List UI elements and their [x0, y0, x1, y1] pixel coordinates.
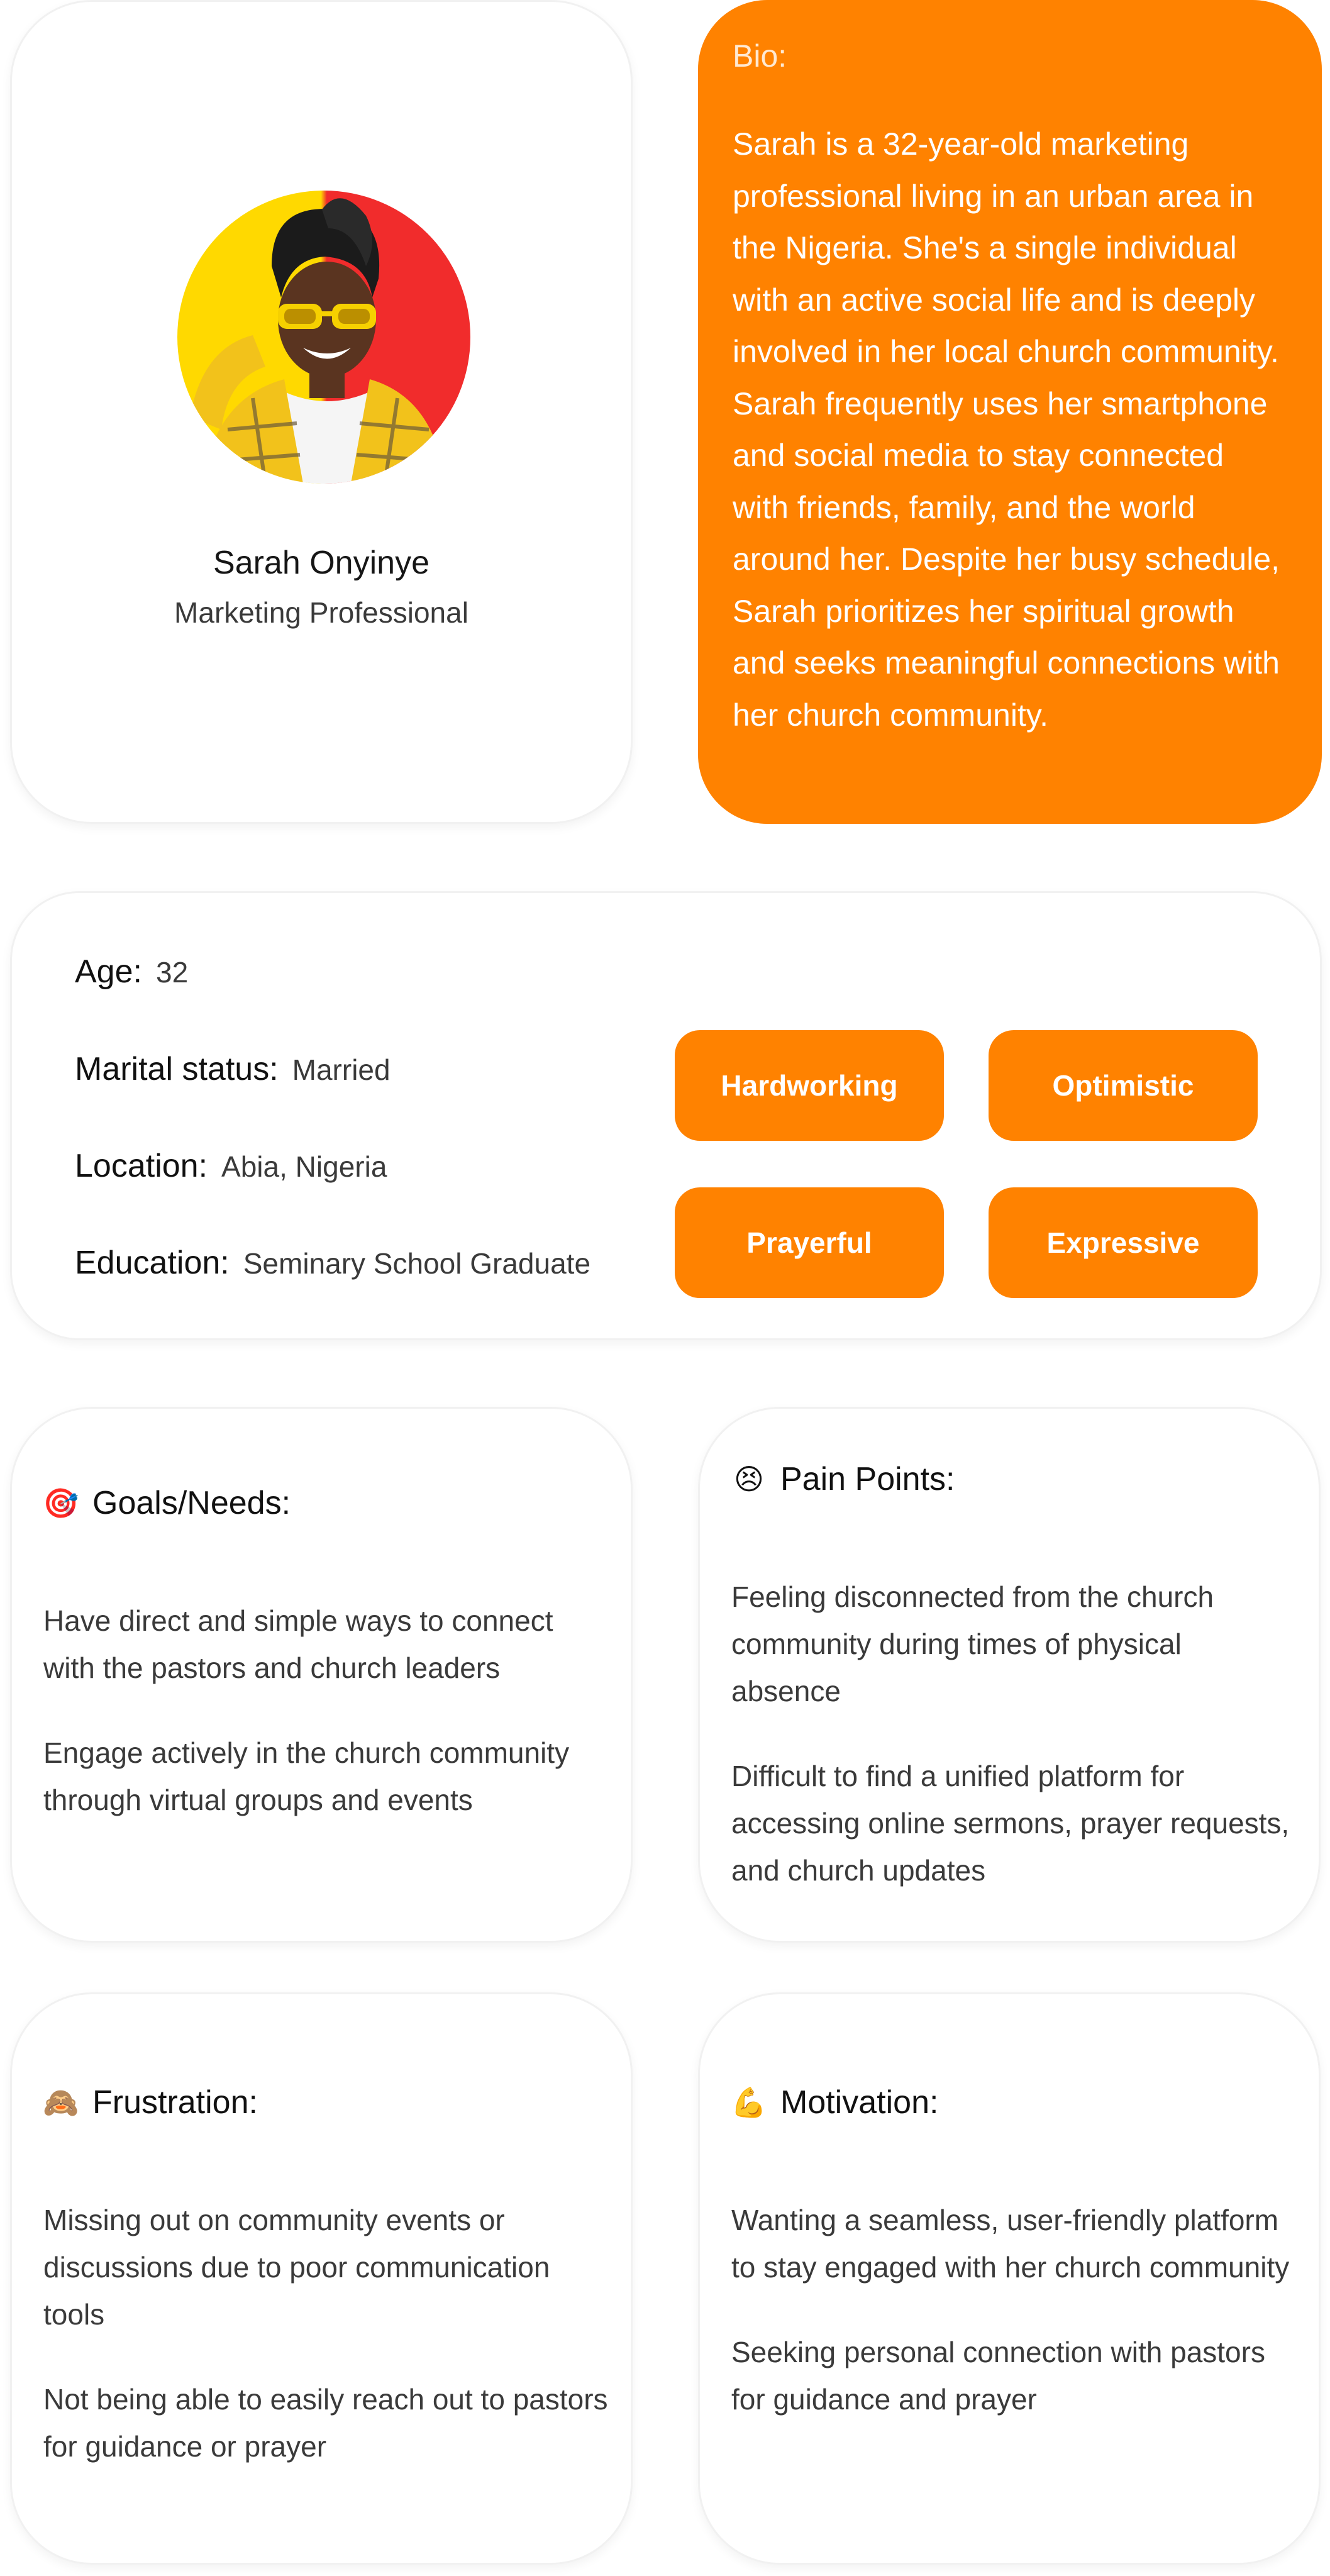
bio-text: Sarah is a 32-year-old marketing professional living in an urban area in the Nigeria. She's a single individual with an active social life and is deeply involved in her local church community. Sarah frequently uses her smartphone and social media to stay connected with friends, family, and the world around her. Despite her busy schedule, Sarah prioritizes her spiritual growth and seeks meaningful connections with her church community. [733, 126, 1280, 733]
target-icon: 🎯 [43, 1486, 79, 1519]
age-label: Age: [75, 953, 142, 990]
motivation-title [731, 2084, 938, 2121]
see-no-evil-monkey-icon: 🙈 [43, 2085, 79, 2119]
info-row-age [75, 953, 188, 991]
info-card [10, 891, 1322, 1340]
pain-points-title [731, 1460, 955, 1498]
frustration-title-text: Frustration: [92, 2084, 258, 2121]
goals-item: Have direct and simple ways to connect with the pastors and church leaders [43, 1604, 553, 1684]
bio-card [698, 0, 1322, 824]
info-row-education [75, 1244, 590, 1282]
avatar [177, 191, 470, 484]
persevering-face-icon: 😣 [734, 1463, 764, 1496]
pain-points-item: Feeling disconnected from the church community during times of physical absence [731, 1580, 1214, 1707]
location-label: Location: [75, 1148, 208, 1184]
goals-item: Engage actively in the church community through virtual groups and events [43, 1736, 570, 1816]
trait-badge-hardworking: Hardworking [675, 1030, 944, 1141]
motivation-title-text: Motivation: [780, 2084, 939, 2121]
motivation-item: Seeking personal connection with pastors for guidance and prayer [731, 2336, 1265, 2416]
frustration-list [43, 2197, 609, 2470]
profile-role: Marketing Professional [174, 596, 468, 629]
avatar-illustration [177, 191, 470, 484]
location-value: Abia, Nigeria [221, 1150, 387, 1183]
pain-points-list [731, 1574, 1297, 1894]
trait-badge-prayerful: Prayerful [675, 1187, 944, 1298]
motivation-item: Wanting a seamless, user-friendly platform to stay engaged with her church community [731, 2204, 1290, 2284]
pain-points-item: Difficult to find a unified platform for accessing online sermons, prayer requests, and church updates [731, 1760, 1290, 1887]
info-row-location [75, 1147, 387, 1185]
education-value: Seminary School Graduate [243, 1247, 591, 1280]
goals-title-text: Goals/Needs: [92, 1485, 291, 1521]
goals-list [43, 1597, 609, 1824]
goals-title [43, 1484, 291, 1522]
marital-value: Married [292, 1053, 391, 1086]
frustration-item: Not being able to easily reach out to pastors for guidance or prayer [43, 2383, 608, 2463]
frustration-title [43, 2084, 258, 2121]
profile-card [10, 0, 633, 824]
trait-badge-optimistic: Optimistic [989, 1030, 1258, 1141]
profile-name: Sarah Onyinye [213, 545, 429, 581]
pain-points-title-text: Pain Points: [780, 1461, 955, 1497]
education-label: Education: [75, 1245, 230, 1281]
frustration-card [10, 1992, 633, 2565]
trait-badge-expressive: Expressive [989, 1187, 1258, 1298]
age-value: 32 [155, 956, 189, 989]
goals-card [10, 1407, 633, 1943]
bio-label: Bio: [733, 38, 787, 74]
pain-points-card [698, 1407, 1321, 1943]
flexed-biceps-icon: 💪 [731, 2085, 767, 2119]
marital-label: Marital status: [75, 1051, 279, 1087]
frustration-item: Missing out on community events or discussions due to poor communication tools [43, 2204, 550, 2331]
motivation-list [731, 2197, 1297, 2423]
motivation-card [698, 1992, 1321, 2565]
info-row-marital [75, 1050, 391, 1088]
